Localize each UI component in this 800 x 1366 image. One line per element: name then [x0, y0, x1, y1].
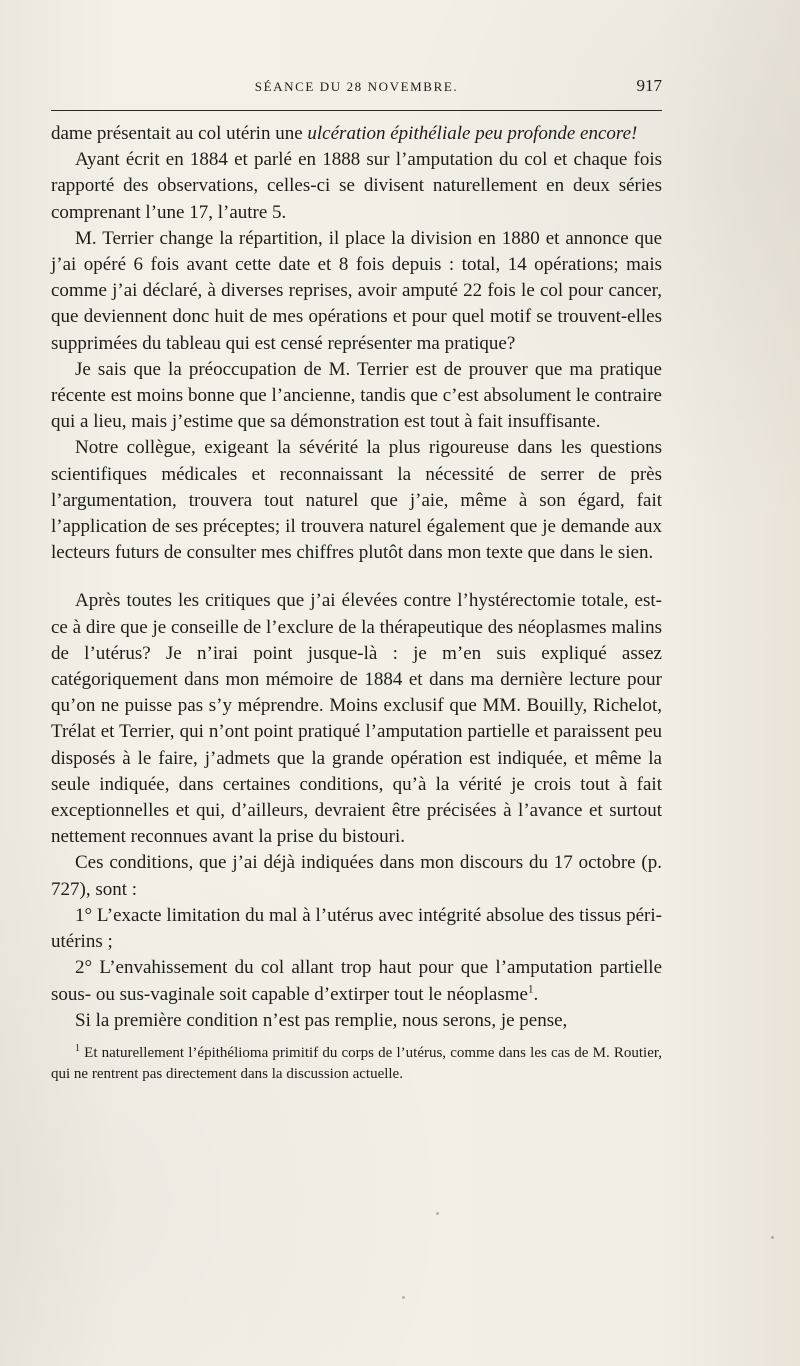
header-rule — [51, 110, 662, 111]
paragraph: M. Terrier change la répartition, il place la division en 1880 et annonce que j’ai opéré 6 fois avant cette date et 8 fois depuis : total, 14 opérations; mais comme j’ai déclaré, à diverses reprises, avoir amputé 22 fois le col pour cancer, que deviennent donc huit de mes opérations et pour quel motif se trouvent-elles supprimées du tableau qui est censé représenter ma pratique? — [51, 227, 662, 354]
paragraph: Notre collègue, exigeant la sévérité la plus rigoureuse dans les questions scientifiques médicales et reconnaissant la nécessité de serrer de près l’argumentation, trouvera tout naturel que j’aie, même à son égard, fait l’application de ses préceptes; il trouvera naturel également que je demande aux lecteurs futurs de consulter mes chiffres plutôt dans mon texte que dans le sien. — [51, 437, 662, 564]
footnote-marker: 1 — [75, 1042, 80, 1054]
paper-speck — [402, 1296, 405, 1299]
paragraph-fragment: dame présentait au col utérin une — [51, 123, 308, 144]
paper-speck — [771, 1236, 774, 1239]
paragraph-fragment: . — [533, 983, 539, 1005]
paragraph: Ayant écrit en 1884 et parlé en 1888 sur l’amputation du col et chaque fois rapporté des observations, celles-ci se divisent naturellement en deux séries comprenant l’une 17, l’autre 5. — [51, 149, 662, 223]
paragraph: Après toutes les critiques que j’ai élevées contre l’hystérectomie totale, est-ce à dire que je conseille de l’exclure de la thérapeutique des néoplasmes malins de l’utérus? Je n’irai point jusque-là : je m’en suis expliqué assez catégoriquement dans mon mémoire de 1884 et dans ma dernière lecture pour qu’on ne puisse pas s’y méprendre. Moins exclusif que MM. Bouilly, Richelot, Trélat et Terrier, qui n’ont point pratiqué l’amputation partielle et paraissent peu disposés à le faire, j’admets que la grande opération est indiquée, et même la seule indiquée, dans certaines conditions, qu’à la vérité je crois tout à fait exceptionnelles et qui, d’ailleurs, devraient être précisées à l’avance et surtout nettement reconnues avant la prise du bistouri. — [51, 590, 662, 848]
paragraph-continuation — [51, 121, 662, 147]
paragraph: Ces conditions, que j’ai déjà indiquées dans mon discours du 17 octobre (p. 727), sont : — [51, 852, 662, 900]
footnote — [51, 1043, 662, 1085]
paper-speck — [436, 1212, 439, 1215]
main-text — [51, 121, 662, 1034]
paragraph: Je sais que la préoccupation de M. Terrier est de prouver que ma pratique récente est moins bonne que l’ancienne, tandis que c’est absolument le contraire qui a lieu, mais j’estime que sa démonstration est tout à fait insuffisante. — [51, 358, 662, 433]
page-header — [51, 76, 662, 100]
italic-phrase: ulcération épithéliale peu profonde encore! — [307, 123, 638, 144]
footnote-separator — [51, 1041, 141, 1042]
page-number: 917 — [636, 76, 662, 95]
running-head: SÉANCE DU 28 NOVEMBRE. — [254, 79, 459, 94]
numbered-condition-1: 1° L’exacte limitation du mal à l’utérus avec intégrité absolue des tissus péri-utérins ; — [51, 904, 662, 953]
numbered-condition-2 — [51, 955, 662, 1007]
footnote-reference: 1 — [527, 983, 534, 996]
paragraph: Si la première condition n’est pas remplie, nous serons, je pense, — [75, 1009, 568, 1031]
paragraph-fragment: 2° L’envahissement du col allant trop haut pour que l’amputation partielle sous- ou sus-vaginale soit capable d’extirper tout le néoplasme — [51, 957, 662, 1005]
footnote-text: Et naturellement l’épithélioma primitif du corps de l’utérus, comme dans les cas de M. Routier, qui ne rentrent pas directement dans la discussion actuelle. — [51, 1044, 662, 1082]
